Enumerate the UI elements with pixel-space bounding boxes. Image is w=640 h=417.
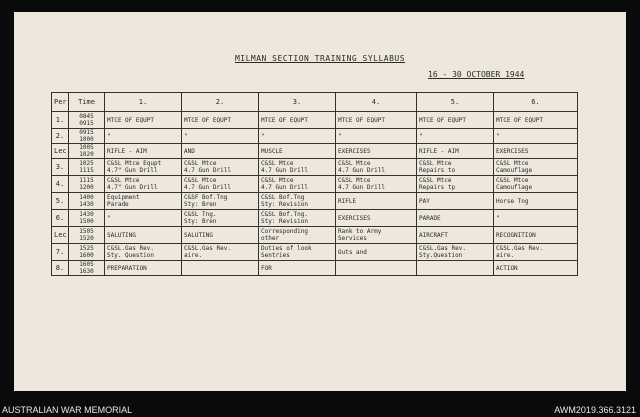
day-6-cell: C&SL.Gas Rev. aire. [494, 244, 578, 261]
day-4-cell: EXERCISES [336, 210, 417, 227]
day-2-cell: C&SF Bof.Tng Sty: Bren [182, 193, 259, 210]
column-header: 2. [182, 93, 259, 112]
period-cell: 7. [52, 244, 69, 261]
footer-accession-number: AWM2019.366.3121 [554, 405, 636, 415]
table-row [52, 144, 578, 159]
day-6-cell: " [494, 129, 578, 144]
day-1-cell: C&SL.Gas Rev. Sty. Question [105, 244, 182, 261]
day-5-cell: " [417, 129, 494, 144]
day-1-cell: " [105, 210, 182, 227]
period-cell: 6. [52, 210, 69, 227]
column-header: Per [52, 93, 69, 112]
day-2-cell: " [182, 129, 259, 144]
day-4-cell: " [336, 129, 417, 144]
day-1-cell: C&SL Mtce 4.7" Gun Drill [105, 176, 182, 193]
day-2-cell: MTCE OF EQUPT [182, 112, 259, 129]
day-6-cell: ACTION [494, 261, 578, 276]
day-6-cell: " [494, 210, 578, 227]
day-3-cell: " [259, 129, 336, 144]
day-5-cell: AIRCRAFT [417, 227, 494, 244]
period-cell: 2. [52, 129, 69, 144]
time-cell: 0915 1000 [69, 129, 105, 144]
day-6-cell: EXERCISES [494, 144, 578, 159]
syllabus-table [51, 92, 578, 276]
period-cell: 4. [52, 176, 69, 193]
column-header: 4. [336, 93, 417, 112]
period-cell: 5. [52, 193, 69, 210]
header-row [52, 93, 578, 112]
day-4-cell: C&SL Mtce 4.7 Gun Drill [336, 159, 417, 176]
day-3-cell: FOR [259, 261, 336, 276]
day-4-cell: RIFLE [336, 193, 417, 210]
day-2-cell: C&SL Tng. Sty: Bren [182, 210, 259, 227]
time-cell: 1430 1500 [69, 210, 105, 227]
table-row [52, 261, 578, 276]
day-1-cell: PREPARATION [105, 261, 182, 276]
day-6-cell: C&SL Mtce Camouflage [494, 159, 578, 176]
time-cell: 1025 1115 [69, 159, 105, 176]
day-5-cell: C&SL.Gas Rev. Sty.Question [417, 244, 494, 261]
day-3-cell: Corresponding other [259, 227, 336, 244]
table-row [52, 210, 578, 227]
table-row [52, 244, 578, 261]
day-6-cell: MTCE OF EQUPT [494, 112, 578, 129]
day-2-cell [182, 261, 259, 276]
day-4-cell: Outs and [336, 244, 417, 261]
date-range: 16 - 30 OCTOBER 1944 [428, 70, 525, 79]
time-cell: 1525 1600 [69, 244, 105, 261]
day-5-cell: MTCE OF EQUPT [417, 112, 494, 129]
day-2-cell: C&SL Mtce 4.7 Gun Drill [182, 176, 259, 193]
day-1-cell: RIFLE - AIM [105, 144, 182, 159]
period-cell: 3. [52, 159, 69, 176]
day-4-cell: C&SL Mtce 4.7 Gun Drill [336, 176, 417, 193]
time-cell: 0845 0915 [69, 112, 105, 129]
day-1-cell: MTCE OF EQUPT [105, 112, 182, 129]
table-row [52, 112, 578, 129]
day-5-cell: C&SL Mtce Repairs tp [417, 176, 494, 193]
day-3-cell: C&SL Bof.Tng Sty: Revision [259, 193, 336, 210]
day-5-cell: C&SL Mtce Repairs to [417, 159, 494, 176]
time-cell: 1605 1630 [69, 261, 105, 276]
day-2-cell: AND [182, 144, 259, 159]
time-cell: 1505 1520 [69, 227, 105, 244]
day-3-cell: MTCE OF EQUPT [259, 112, 336, 129]
day-1-cell: " [105, 129, 182, 144]
time-cell: 1400 1430 [69, 193, 105, 210]
day-4-cell: EXERCISES [336, 144, 417, 159]
column-header: Time [69, 93, 105, 112]
day-2-cell: SALUTING [182, 227, 259, 244]
column-header: 6. [494, 93, 578, 112]
period-cell: 1. [52, 112, 69, 129]
time-cell: 1115 1200 [69, 176, 105, 193]
document-title: MILMAN SECTION TRAINING SYLLABUS [234, 54, 406, 63]
day-3-cell: Duties of look Sentries [259, 244, 336, 261]
day-1-cell: SALUTING [105, 227, 182, 244]
time-cell: 1005 1020 [69, 144, 105, 159]
period-cell: Lec. [52, 144, 69, 159]
column-header: 1. [105, 93, 182, 112]
table-row [52, 176, 578, 193]
day-2-cell: C&SL.Gas Rev. aire. [182, 244, 259, 261]
day-4-cell: MTCE OF EQUPT [336, 112, 417, 129]
day-6-cell: C&SL Mtce Camouflage [494, 176, 578, 193]
day-4-cell [336, 261, 417, 276]
day-3-cell: C&SL Bof.Tng. Sty: Revision [259, 210, 336, 227]
day-6-cell: RECOGNITION [494, 227, 578, 244]
day-5-cell: PARADE [417, 210, 494, 227]
period-cell: Lec [52, 227, 69, 244]
footer-institution: AUSTRALIAN WAR MEMORIAL [2, 405, 133, 415]
table-row [52, 159, 578, 176]
table-row [52, 129, 578, 144]
day-1-cell: C&SL Mtce Equpt 4.7" Gun Drill [105, 159, 182, 176]
day-5-cell: PAY [417, 193, 494, 210]
column-header: 3. [259, 93, 336, 112]
day-5-cell: RIFLE - AIM [417, 144, 494, 159]
day-2-cell: C&SL Mtce 4.7 Gun Drill [182, 159, 259, 176]
day-6-cell: Horse Tng [494, 193, 578, 210]
day-5-cell [417, 261, 494, 276]
table-row [52, 227, 578, 244]
day-4-cell: Rank to Army Services [336, 227, 417, 244]
table-row [52, 193, 578, 210]
day-3-cell: C&SL Mtce 4.7 Gun Drill [259, 159, 336, 176]
day-3-cell: C&SL Mtce 4.7 Gun Drill [259, 176, 336, 193]
day-3-cell: MUSCLE [259, 144, 336, 159]
day-1-cell: Equipment Parade [105, 193, 182, 210]
column-header: 5. [417, 93, 494, 112]
period-cell: 8. [52, 261, 69, 276]
